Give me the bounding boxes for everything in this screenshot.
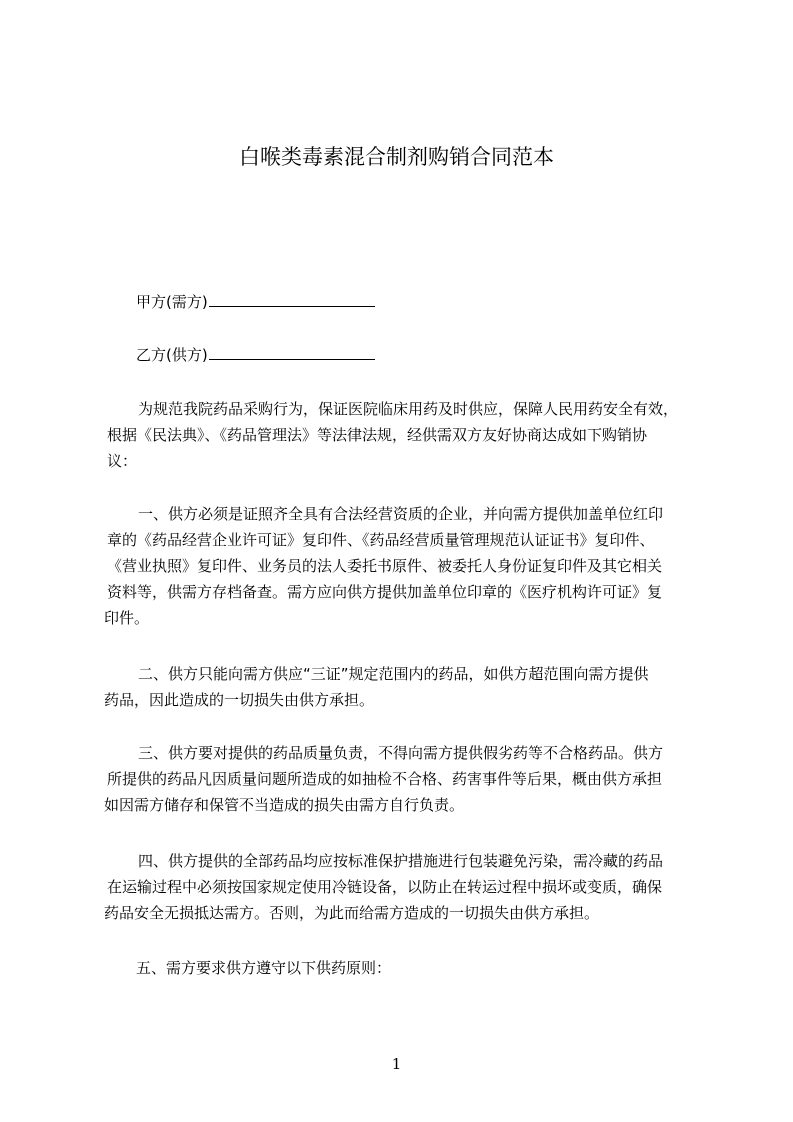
- intro-paragraph: [104, 396, 704, 474]
- intro-line: 为规范我院药品采购行为，保证医院临床用药及时供应，保障人民用药安全有效，: [138, 400, 679, 418]
- document-title: 白喉类毒素混合制剂购销合同范本: [239, 145, 554, 169]
- clause-line: 一、供方必须是证照齐全具有合法经营资质的企业，并向需方提供加盖单位红印: [138, 505, 664, 523]
- party-a-blank: [209, 290, 375, 307]
- clause-5: [104, 955, 704, 981]
- clause-line: 药品安全无损抵达需方。否则，为此而给需方造成的一切损失由供方承担。: [104, 904, 600, 922]
- clause-line: 在运输过程中必须按国家规定使用冷链设备，以防止在转运过程中损坏或变质，确保: [107, 878, 663, 896]
- clause-line: 如因需方储存和保管不当造成的损失由需方自行负责。: [104, 796, 465, 814]
- party-b-blank: [209, 343, 375, 360]
- clause-line: 《营业执照》复印件、业务员的法人委托书原件、被委托人身份证复印件及其它相关: [107, 557, 663, 575]
- party-b-line: [136, 343, 375, 366]
- party-a-line: [136, 290, 375, 313]
- clause-line: 三、供方要对提供的药品质量负责，不得向需方提供假劣药等不合格药品。供方: [138, 744, 664, 762]
- clause-line: 药品，因此造成的一切损失由供方承担。: [104, 691, 375, 709]
- clause-4: [104, 848, 704, 926]
- page-number: 1: [391, 1055, 402, 1073]
- clause-line: 资料等，供需方存档备查。需方应向供方提供加盖单位印章的《医疗机构许可证》复: [107, 583, 663, 601]
- clause-2: [104, 661, 704, 713]
- clause-line: 所提供的药品凡因质量问题所造成的如抽检不合格、药害事件等后果，概由供方承担: [107, 770, 663, 788]
- clause-line: 印件。: [104, 609, 150, 627]
- clause-line: 五、需方要求供方遵守以下供药原则：: [136, 959, 392, 977]
- clause-3: [104, 740, 704, 818]
- clause-line: 二、供方只能向需方供应“三证”规定范围内的药品，如供方超范围向需方提供: [138, 665, 649, 683]
- clause-1: [104, 501, 704, 631]
- party-b-label: 乙方(供方): [136, 346, 208, 364]
- intro-line: 议：: [107, 452, 138, 470]
- party-a-label: 甲方(需方): [136, 293, 208, 311]
- clause-line: 四、供方提供的全部药品均应按标准保护措施进行包装避免污染，需冷藏的药品: [138, 852, 664, 870]
- clause-line: 章的《药品经营企业许可证》复印件、《药品经营质量管理规范认证证书》复印件、: [107, 531, 655, 549]
- intro-line: 根据《民法典》、《药品管理法》等法律法规，经供需双方友好协商达成如下购销协: [107, 426, 648, 444]
